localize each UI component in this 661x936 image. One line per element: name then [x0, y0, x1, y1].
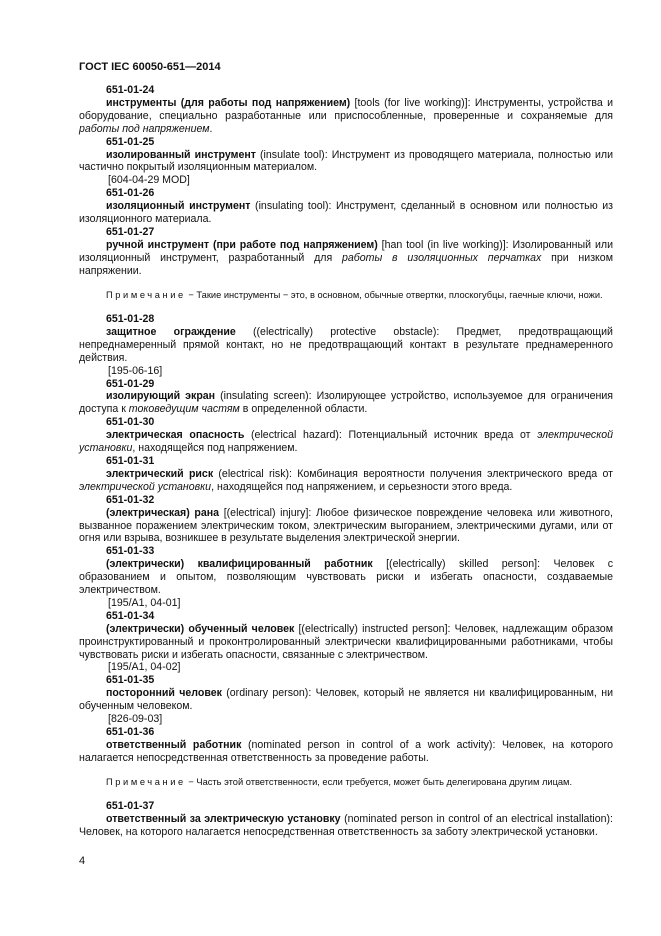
definition-text: (ordinary person): Человек, который не является ни квалифицированным, ни обученным человеком. [79, 687, 613, 713]
term-entry [79, 416, 613, 455]
definition-text: (insulating tool): Инструмент, сделанный в основном или полностью из изоляционного материала. [79, 200, 613, 226]
term-note [79, 289, 613, 301]
terms-list [79, 84, 613, 839]
term-name: изоляционный инструмент [106, 200, 251, 213]
term-name: (электрически) обученный человек [106, 622, 295, 635]
note-label: Примечание [106, 289, 186, 300]
term-name: электрическая опасность [106, 429, 245, 442]
definition-text: (insulating screen): Изолирующее устройство, используемое для ограничения доступа к [79, 390, 613, 416]
definition-text: ((electrically) protective obstacle): Предмет, предотвращающий непреднамеренный прямой контакт, но не предотвращающий контакт в результате преднамеренного действия. [79, 325, 613, 364]
term-entry [79, 494, 613, 546]
term-number: 651-01-37 [106, 800, 155, 813]
term-name: (электрическая) рана [106, 506, 220, 519]
term-definition [79, 813, 613, 839]
definition-text-end: , находящейся под напряжением, и серьезности этого вреда. [211, 480, 513, 493]
definition-emphasis: электрической установки [79, 480, 212, 493]
term-number: 651-01-31 [106, 454, 155, 467]
definition-text: [(electrical) injury]: Любое физическое повреждение человека или животного, вызванное поражением электрическим током, электрическим выгоранием, электрическими дугами, или от огня или взрыва, возникшее в результате выделения электрической энергии. [79, 506, 613, 545]
term-number: 651-01-28 [106, 313, 155, 325]
definition-text: [(electrically) skilled person]: Человек с образованием и опытом, позволяющим чувствовать риски и избегать опасности, создаваемые электричеством. [79, 558, 613, 597]
term-definition [79, 687, 613, 713]
term-name: изолирующий экран [106, 390, 216, 403]
definition-emphasis: работы в изоляционных перчатках [342, 251, 542, 264]
term-definition [79, 149, 613, 175]
term-number: 651-01-27 [106, 225, 155, 238]
term-source: [195-06-16] [108, 364, 163, 377]
term-number: 651-01-29 [106, 377, 155, 390]
definition-text-end: , находящейся под напряжением. [132, 442, 298, 455]
term-definition [79, 739, 613, 765]
document-header: ГОСТ IEC 60050-651—2014 [79, 61, 221, 73]
term-number: 651-01-34 [106, 609, 155, 622]
term-name: защитное ограждение [106, 325, 236, 338]
definition-text: [(electrically) instructed person]: Человек, надлежащим образом проинструктированный и проконтролированный электрически квалифицированными работниками, чтобы чувствовать риски и избегать опасности, связанные с электричеством. [79, 622, 613, 661]
term-name: ответственный за электрическую установку [106, 813, 341, 826]
term-definition [79, 429, 613, 455]
note-text: − Такие инструменты − это, в основном, обычные отвертки, плоскогубцы, гаечные ключи, ножи. [185, 289, 603, 300]
term-name: посторонний человек [106, 687, 222, 700]
term-entry [79, 726, 613, 788]
definition-emphasis: токоведущим частям [128, 403, 240, 416]
term-entry [79, 455, 613, 494]
term-number: 651-01-35 [106, 674, 155, 687]
page-number: 4 [79, 855, 86, 867]
term-number: 651-01-25 [106, 135, 155, 148]
term-name: ответственный работник [106, 738, 242, 751]
definition-text: (electrical hazard): Потенциальный источник вреда от [244, 429, 538, 442]
term-entry [79, 674, 613, 726]
term-name: инструменты (для работы под напряжением) [106, 96, 351, 109]
term-definition [79, 390, 613, 416]
term-entry [79, 313, 613, 378]
definition-text-end: . [209, 122, 213, 135]
term-entry [79, 545, 613, 610]
term-entry [79, 610, 613, 675]
definition-emphasis: работы под напряжением [79, 122, 210, 135]
term-number: 651-01-26 [106, 187, 155, 200]
definition-text: (electrical risk): Комбинация вероятности получения электрического вреда от [213, 467, 613, 480]
term-name: (электрически) квалифицированный работник [106, 558, 373, 571]
term-number: 651-01-36 [106, 726, 155, 738]
term-source: [604-04-29 MOD] [108, 174, 190, 187]
term-entry [79, 378, 613, 417]
term-definition [79, 623, 613, 662]
term-name: ручной инструмент (при работе под напряжением) [106, 238, 378, 251]
definition-text: [han tool (in live working)]: Изолированный или изоляционный инструмент, разработанный для [79, 238, 613, 264]
term-definition [79, 97, 613, 136]
term-definition [79, 507, 613, 546]
term-number: 651-01-33 [106, 545, 155, 558]
definition-text-end: при низком напряжении. [79, 251, 613, 277]
term-entry [79, 226, 613, 301]
term-number: 651-01-32 [106, 493, 155, 506]
term-name: изолированный инструмент [106, 148, 256, 161]
definition-text: [tools (for live working)]: Инструменты, устройства и оборудование, специально разработанные или приспособленные, проверенные и сохраняемые для [79, 96, 613, 122]
term-definition [79, 558, 613, 597]
term-note [79, 776, 613, 788]
definition-text-end: в определенной области. [239, 403, 368, 416]
term-definition [79, 200, 613, 226]
definition-text: (nominated person in control of a work activity): Человек, на которого налагается непосредственная ответственность за проведение работы. [79, 738, 614, 764]
note-text: − Часть этой ответственности, если требуется, может быть делегирована другим лицам. [185, 776, 573, 787]
term-entry [79, 84, 613, 136]
definition-emphasis: электрической установки [79, 429, 613, 455]
term-definition [79, 326, 613, 365]
definition-text: (insulate tool): Инструмент из проводящего материала, полностью или частично покрытый изоляционным материалом. [79, 148, 613, 174]
term-number: 651-01-24 [106, 84, 155, 96]
term-entry [79, 136, 613, 188]
term-definition [79, 468, 613, 494]
term-entry [79, 800, 613, 839]
term-source: [195/A1, 04-02] [108, 661, 181, 674]
term-definition [79, 239, 613, 278]
note-label: Примечание [106, 776, 186, 787]
term-name: электрический риск [106, 467, 214, 480]
term-number: 651-01-30 [106, 416, 155, 429]
definition-text: (nominated person in control of an electrical installation): Человек, на которого налагается непосредственная ответственность за заботу электрической установки. [79, 813, 613, 838]
term-entry [79, 187, 613, 226]
term-source: [826-09-03] [108, 713, 163, 726]
term-source: [195/A1, 04-01] [108, 596, 181, 609]
